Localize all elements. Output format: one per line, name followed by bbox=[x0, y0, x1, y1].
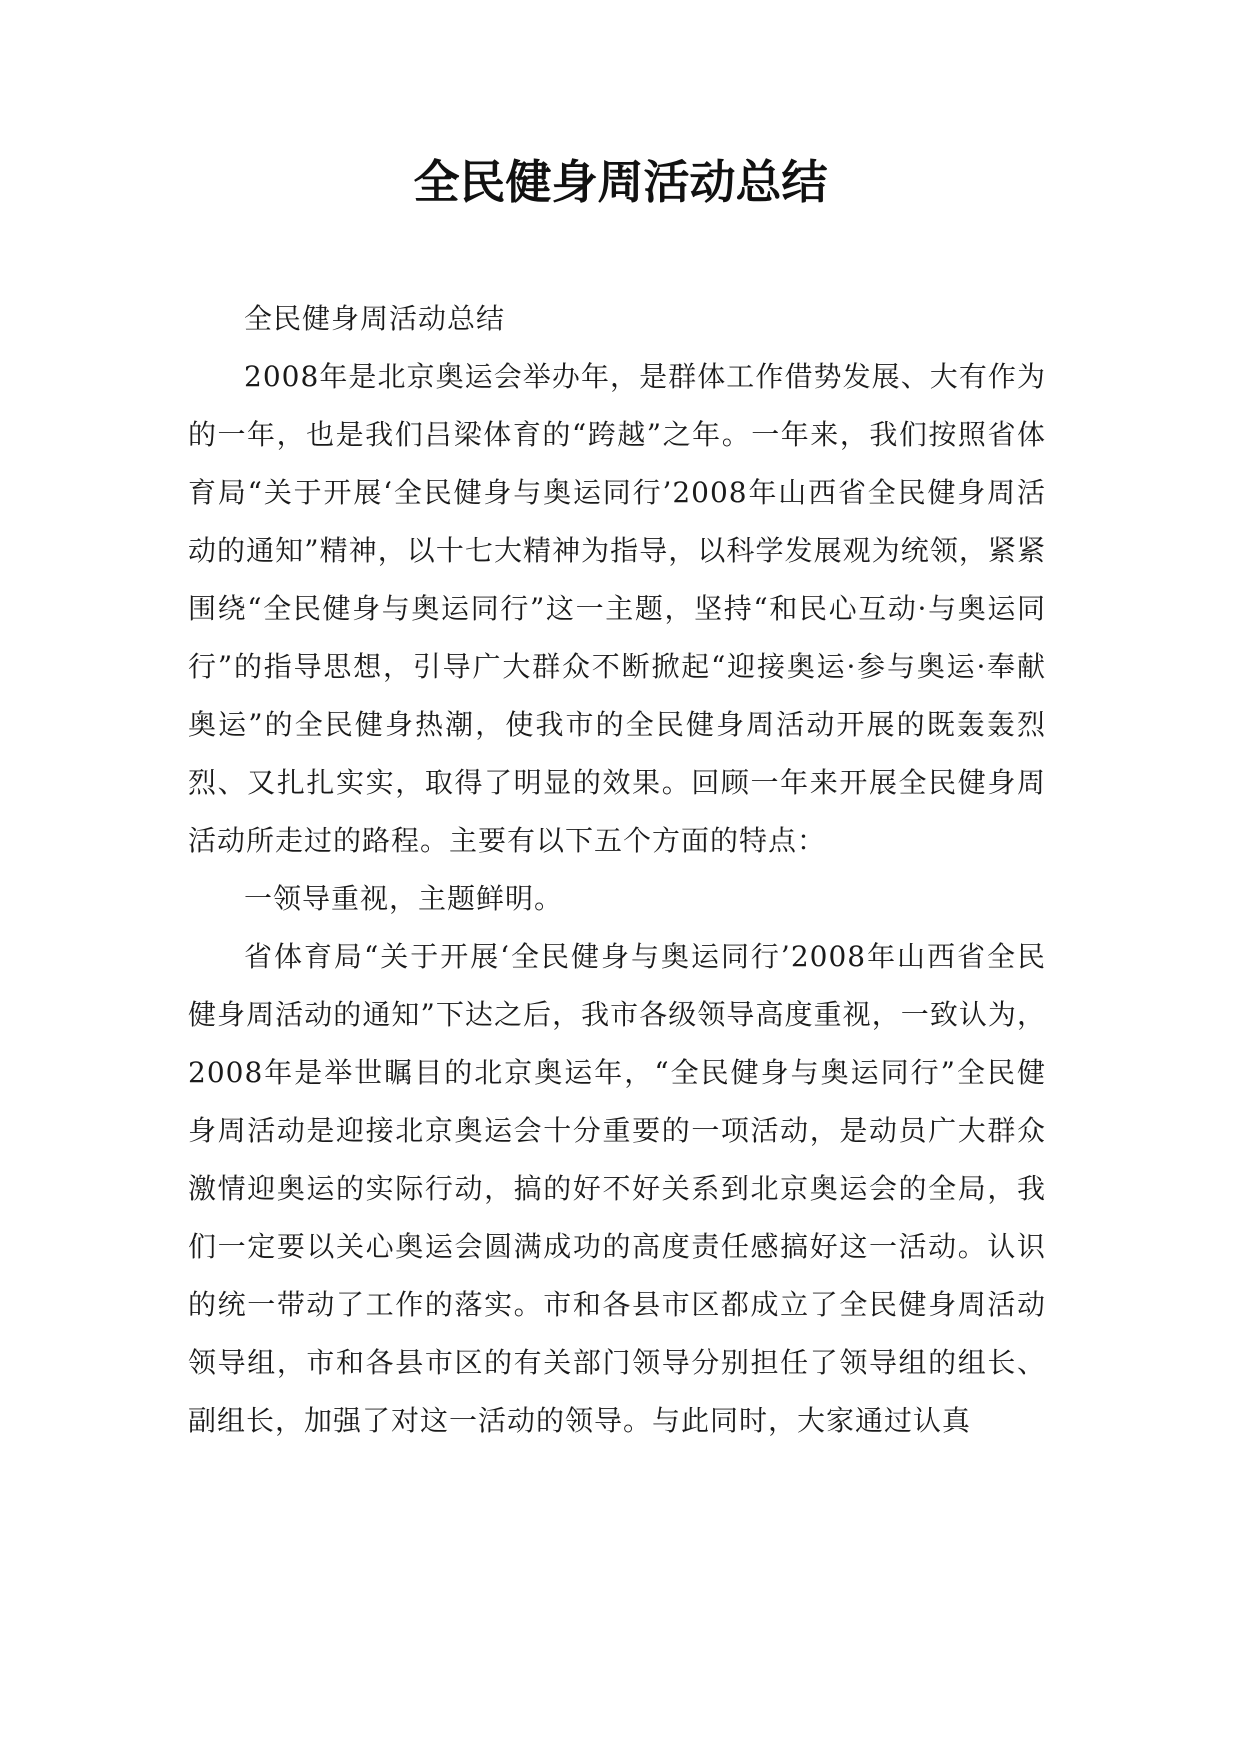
document-body bbox=[188, 290, 1046, 1450]
paragraph-section-heading: 一领导重视，主题鲜明。 bbox=[244, 882, 564, 915]
document-title: 全民健身周活动总结 bbox=[413, 155, 828, 209]
paragraph-intro: 2008年是北京奥运会举办年，是群体工作借势发展、大有作为的一年，也是我们吕梁体育的“跨越”之年。一年来，我们按照省体育局“关于开展‘全民健身与奥运同行’2008年山西省全民健身周活动的通知”精神，以十七大精神为指导，以科学发展观为统领，紧紧围绕“全民健身与奥运同行”这一主题，坚持“和民心互动·与奥运同行”的指导思想，引导广大群众不断掀起“迎接奥运·参与奥运·奉献奥运”的全民健身热潮，使我市的全民健身周活动开展的既轰轰烈烈、又扎扎实实，取得了明显的效果。回顾一年来开展全民健身周活动所走过的路程。主要有以下五个方面的特点： bbox=[188, 360, 1046, 857]
paragraph-subtitle: 全民健身周活动总结 bbox=[244, 302, 506, 335]
paragraph-section-body: 省体育局“关于开展‘全民健身与奥运同行’2008年山西省全民健身周活动的通知”下达之后，我市各级领导高度重视，一致认为，2008年是举世瞩目的北京奥运年，“全民健身与奥运同行”全民健身周活动是迎接北京奥运会十分重要的一项活动，是动员广大群众激情迎奥运的实际行动，搞的好不好关系到北京奥运会的全局，我们一定要以关心奥运会圆满成功的高度责任感搞好这一活动。认识的统一带动了工作的落实。市和各县市区都成立了全民健身周活动领导组，市和各县市区的有关部门领导分别担任了领导组的组长、副组长，加强了对这一活动的领导。与此同时，大家通过认真 bbox=[188, 940, 1046, 1437]
